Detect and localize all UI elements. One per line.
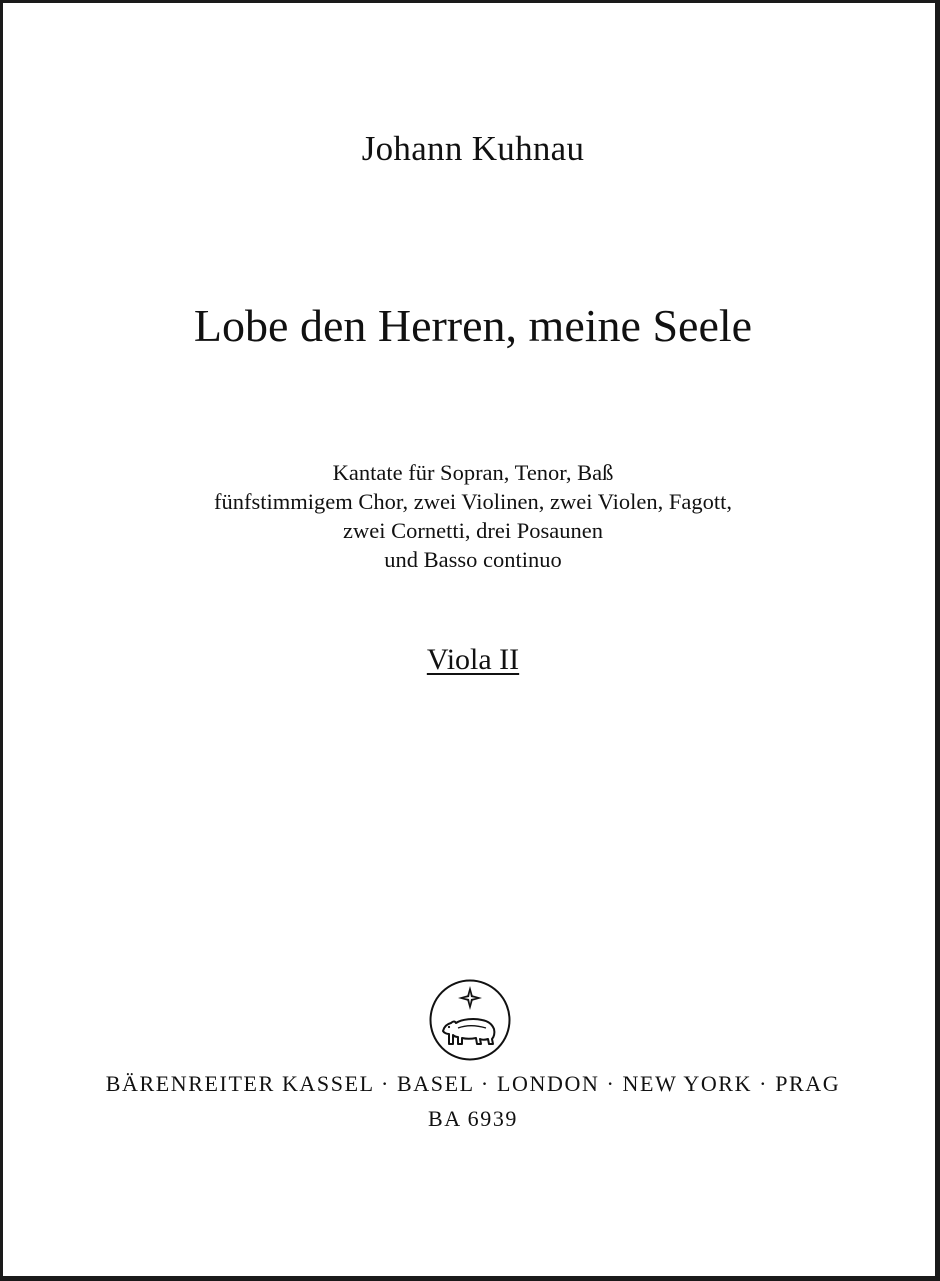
publisher-bear-logo-icon bbox=[428, 978, 512, 1062]
instrumentation-subtitle bbox=[3, 458, 940, 574]
subtitle-line: Kantate für Sopran, Tenor, Baß bbox=[332, 460, 614, 485]
subtitle-line: fünfstimmigem Chor, zwei Violinen, zwei Violen, Fagott, bbox=[214, 489, 732, 514]
subtitle-line: und Basso continuo bbox=[384, 547, 562, 572]
composer-name: Johann Kuhnau bbox=[361, 129, 585, 168]
publisher-imprint: BÄRENREITER KASSEL · BASEL · LONDON · NEW YORK · PRAG bbox=[105, 1071, 841, 1096]
catalog-number: BA 6939 bbox=[427, 1106, 519, 1131]
work-title: Lobe den Herren, meine Seele bbox=[193, 300, 753, 351]
part-name: Viola II bbox=[426, 643, 520, 676]
subtitle-line: zwei Cornetti, drei Posaunen bbox=[343, 518, 603, 543]
